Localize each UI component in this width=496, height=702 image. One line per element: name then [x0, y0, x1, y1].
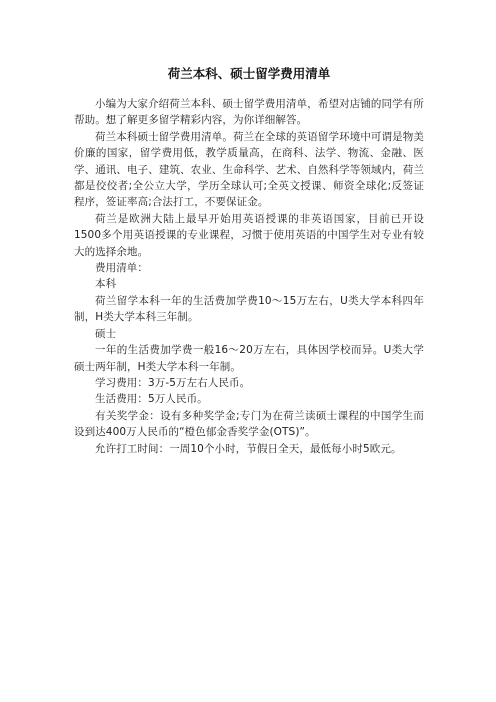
document-title: 荷兰本科、硕士留学费用清单: [167, 66, 331, 81]
paragraph-bachelor-heading: 本科: [95, 278, 117, 291]
paragraph-scholarship: 有关奖学金：设有多种奖学金;专门为在荷兰读硕士课程的中国学生而设到达400万人民币的“橙色郁金香奖学金(OTS)”。: [74, 409, 424, 439]
paragraph-english-teaching: 荷兰是欧洲大陆上最早开始用英语授课的非英语国家，目前已开设1500多个用英语授课的专业课程，习惯于使用英语的中国学生对专业有较大的选择余地。: [74, 212, 424, 258]
paragraph-cost-list-heading: 费用清单：: [95, 262, 148, 275]
paragraph-work-time: 允许打工时间：一周10个小时，节假日全天，最低每小时5欧元。: [95, 442, 402, 455]
paragraph-master-cost: 一年的生活费加学费一般16～20万左右，具体因学校而异。U类大学硕士两年制，H类大学本科一年制。: [74, 344, 424, 373]
paragraph-bachelor-cost: 荷兰留学本科一年的生活费加学费10～15万左右，U类大学本科四年制，H类大学本科三年制。: [74, 294, 424, 324]
paragraph-overview: 荷兰本科硕士留学费用清单。荷兰在全球的英语留学环境中可谓是物美价廉的国家，留学费用低，教学质量高，在商科、法学、物流、金融、医学、通讯、电子、建筑、农业、生命科学、艺术、自然科学等领域内，荷兰都是佼佼者;全公立大学，学历全球认可;全英文授课、师资全球化;反签证程序，签证率高;合法打工，不要保证金。: [74, 130, 424, 209]
paragraph-tuition: 学习费用：3万-5万左右人民币。: [95, 376, 251, 389]
paragraph-intro: 小编为大家介绍荷兰本科、硕士留学费用清单，希望对店铺的同学有所帮助。想了解更多留学精彩内容，为你详细解答。: [74, 98, 424, 127]
paragraph-master-heading: 硕士: [95, 327, 117, 340]
document-body: [74, 96, 424, 457]
paragraph-living-cost: 生活费用：5万人民币。: [95, 393, 208, 406]
